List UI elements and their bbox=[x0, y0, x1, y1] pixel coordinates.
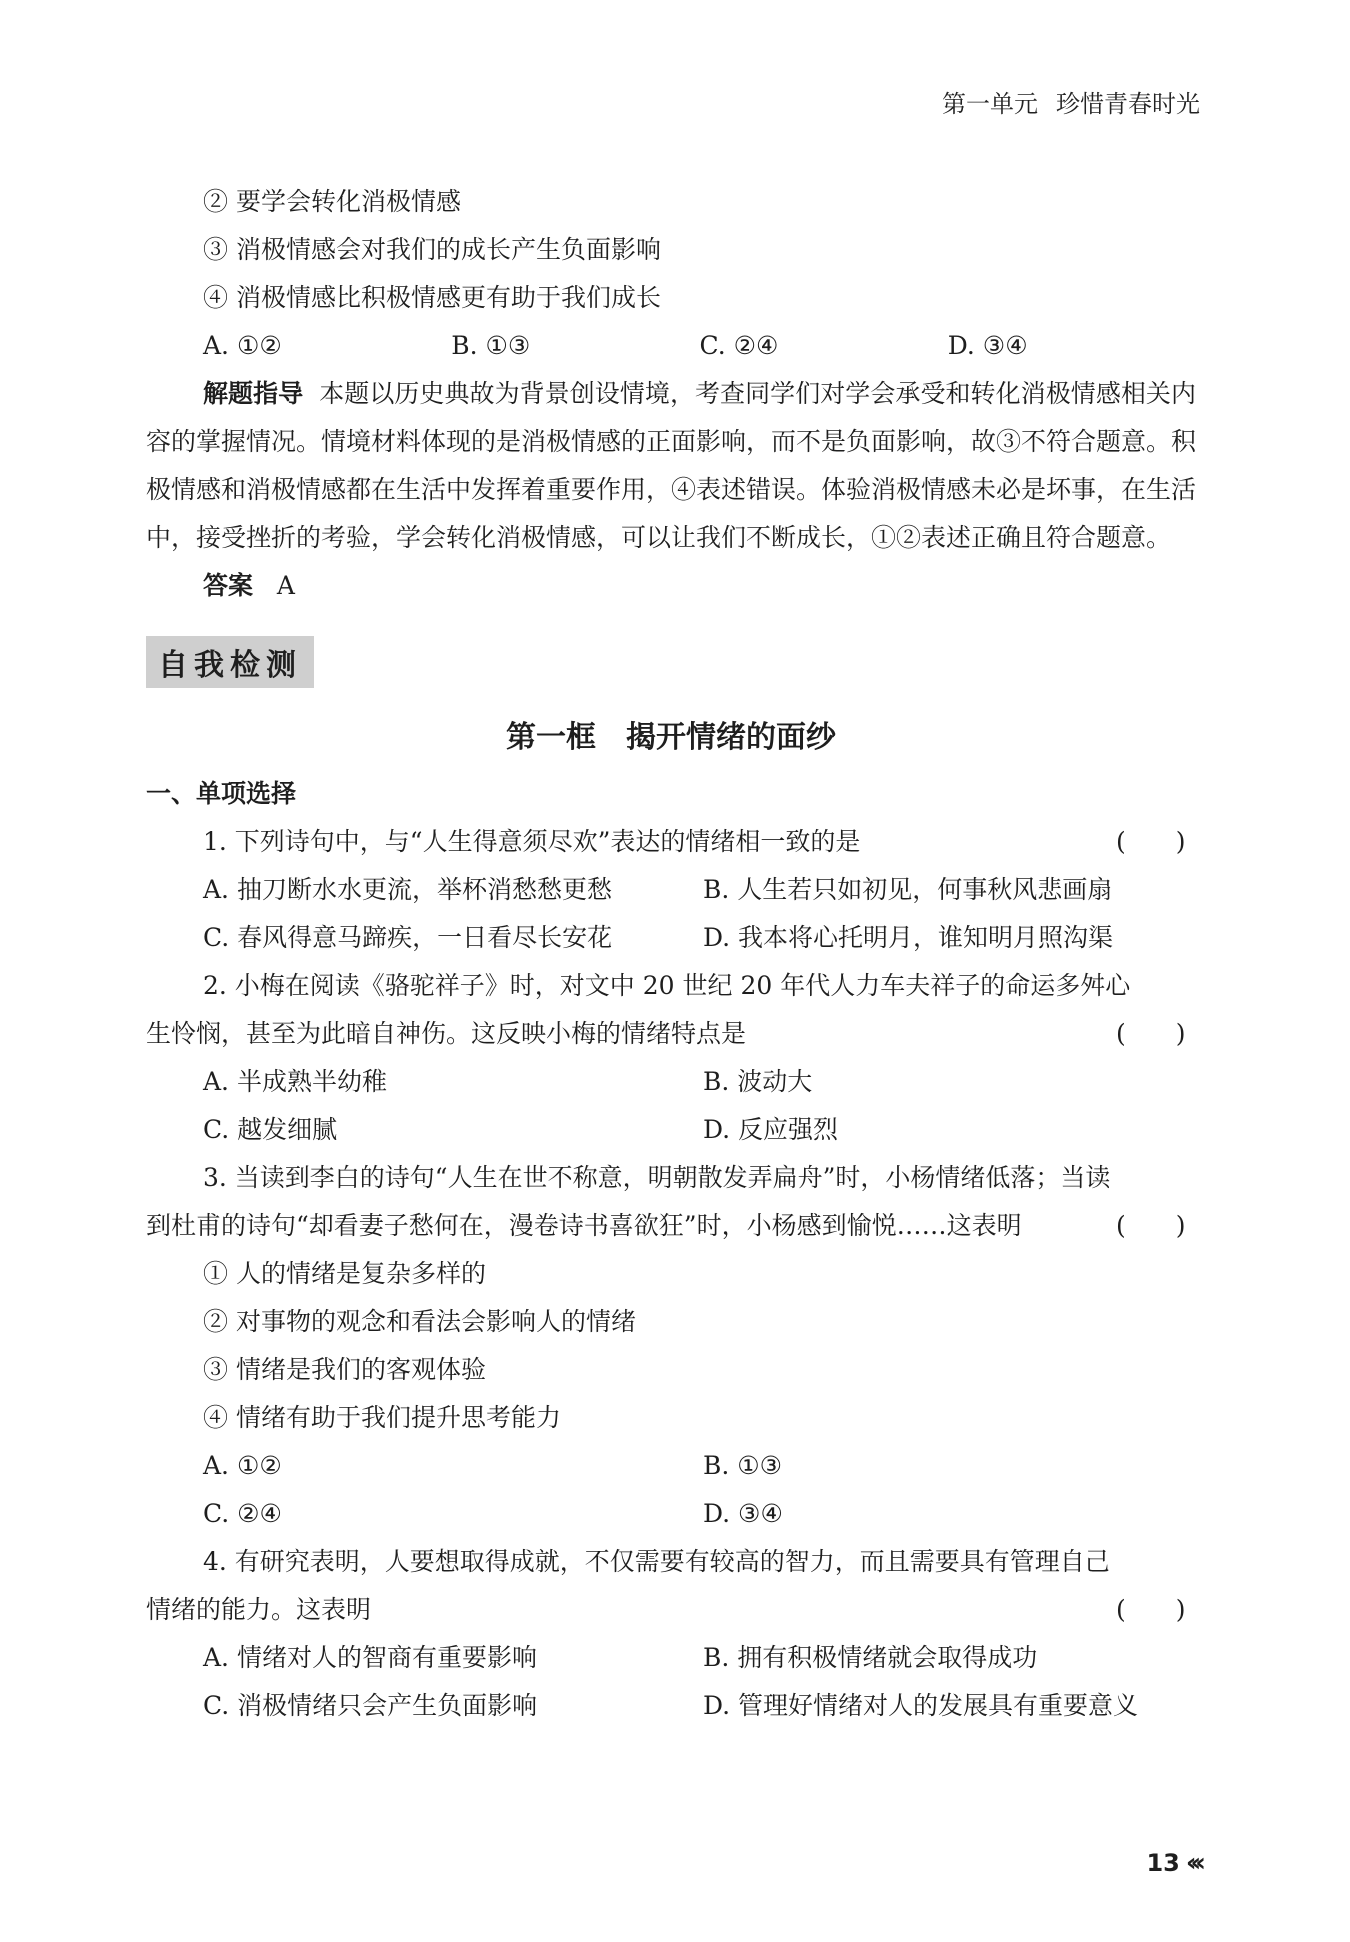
guide-label: 解题指导 bbox=[203, 379, 304, 408]
question-text: 生怜悯，甚至为此暗自神伤。这反映小梅的情绪特点是 bbox=[146, 1019, 747, 1048]
option: D. 管理好情绪对人的发展具有重要意义 bbox=[703, 1691, 1139, 1720]
option: B. ①③ bbox=[451, 331, 531, 360]
option: B. 拥有积极情绪就会取得成功 bbox=[703, 1643, 1038, 1672]
page-arrows-icon: ‹‹‹ bbox=[1185, 1848, 1200, 1878]
answer-value: A bbox=[276, 571, 295, 600]
header-theme: 珍惜青春时光 bbox=[1056, 90, 1200, 118]
running-header bbox=[942, 84, 1200, 119]
option-row bbox=[146, 1106, 1196, 1154]
statement: ② 对事物的观念和看法会影响人的情绪 bbox=[203, 1307, 636, 1336]
option-row bbox=[146, 1490, 1196, 1538]
section-box-self-check: 自我检测 bbox=[146, 636, 314, 688]
option: D. 我本将心托明月，谁知明月照沟渠 bbox=[703, 923, 1114, 952]
page-content bbox=[146, 178, 1196, 1730]
option-row bbox=[146, 322, 1196, 370]
question-stem: 2. 小梅在阅读《骆驼祥子》时，对文中 20 世纪 20 年代人力车夫祥子的命运多舛心 bbox=[203, 971, 1131, 1000]
lesson-title bbox=[146, 712, 1196, 756]
guide-paragraph bbox=[146, 370, 1196, 562]
option: D. 反应强烈 bbox=[703, 1115, 839, 1144]
statement: ② 要学会转化消极情感 bbox=[203, 187, 461, 216]
option: C. 消极情绪只会产生负面影响 bbox=[203, 1691, 538, 1720]
option-row bbox=[146, 914, 1196, 962]
statement: ④ 情绪有助于我们提升思考能力 bbox=[203, 1403, 561, 1432]
option: A. 半成熟半幼稚 bbox=[203, 1067, 387, 1096]
option: D. ③④ bbox=[703, 1499, 783, 1528]
statement: ③ 消极情感会对我们的成长产生负面影响 bbox=[203, 235, 661, 264]
header-unit: 第一单元 bbox=[942, 90, 1038, 118]
option: C. ②④ bbox=[699, 331, 779, 360]
option: A. 抽刀断水水更流，举杯消愁愁更愁 bbox=[203, 875, 612, 904]
question-stem-cont bbox=[146, 1202, 1196, 1250]
lesson-part: 第一框 bbox=[506, 720, 596, 755]
option: B. ①③ bbox=[703, 1451, 783, 1480]
section-heading: 一、单项选择 bbox=[146, 779, 297, 808]
option: C. ②④ bbox=[203, 1499, 282, 1528]
question-text: 1. 下列诗句中，与“人生得意须尽欢”表达的情绪相一致的是 bbox=[203, 827, 861, 856]
question-stem-cont bbox=[146, 1586, 1196, 1634]
answer-blank: ( ) bbox=[1116, 1595, 1186, 1624]
option: D. ③④ bbox=[947, 331, 1028, 360]
question-stem: 3. 当读到李白的诗句“人生在世不称意，明朝散发弄扁舟”时，小杨情绪低落；当读 bbox=[203, 1163, 1111, 1192]
option-row bbox=[146, 866, 1196, 914]
statement: ① 人的情绪是复杂多样的 bbox=[203, 1259, 486, 1288]
answer-line bbox=[146, 562, 1196, 610]
answer-label: 答案 bbox=[203, 571, 254, 600]
answer-blank: ( ) bbox=[1116, 1211, 1186, 1240]
option-row bbox=[146, 1442, 1196, 1490]
option: A. ①② bbox=[203, 1451, 282, 1480]
statement: ③ 情绪是我们的客观体验 bbox=[203, 1355, 486, 1384]
page-number bbox=[1146, 1848, 1200, 1878]
question-text: 情绪的能力。这表明 bbox=[146, 1595, 372, 1624]
question-stem: 4. 有研究表明，人要想取得成就，不仅需要有较高的智力，而且需要具有管理自己 bbox=[203, 1547, 1110, 1576]
question-stem-cont bbox=[146, 1010, 1196, 1058]
option-row bbox=[146, 1634, 1196, 1682]
option: B. 波动大 bbox=[703, 1067, 813, 1096]
guide-text: 本题以历史典故为背景创设情境，考查同学们对学会承受和转化消极情感相关内容的掌握情况。情境材料体现的是消极情感的正面影响，而不是负面影响，故③不符合题意。积极情感和消极情感都在生活中发挥着重要作用，④表述错误。体验消极情感未必是坏事，在生活中，接受挫折的考验，学会转化消极情感，可以让我们不断成长，①②表述正确且符合题意。 bbox=[146, 379, 1197, 552]
option: B. 人生若只如初见，何事秋风悲画扇 bbox=[703, 875, 1113, 904]
question-stem bbox=[146, 818, 1196, 866]
option: A. ①② bbox=[203, 331, 282, 360]
option-row bbox=[146, 1058, 1196, 1106]
option: A. 情绪对人的智商有重要影响 bbox=[203, 1643, 537, 1672]
page-number-text: 13 bbox=[1146, 1849, 1180, 1877]
lesson-name: 揭开情绪的面纱 bbox=[626, 720, 836, 755]
option-row bbox=[146, 1682, 1196, 1730]
option: C. 春风得意马蹄疾，一日看尽长安花 bbox=[203, 923, 613, 952]
question-text: 到杜甫的诗句“却看妻子愁何在，漫卷诗书喜欲狂”时，小杨感到愉悦……这表明 bbox=[146, 1211, 1022, 1240]
option: C. 越发细腻 bbox=[203, 1115, 338, 1144]
answer-blank: ( ) bbox=[1116, 1019, 1186, 1048]
statement: ④ 消极情感比积极情感更有助于我们成长 bbox=[203, 283, 661, 312]
answer-blank: ( ) bbox=[1116, 827, 1186, 856]
